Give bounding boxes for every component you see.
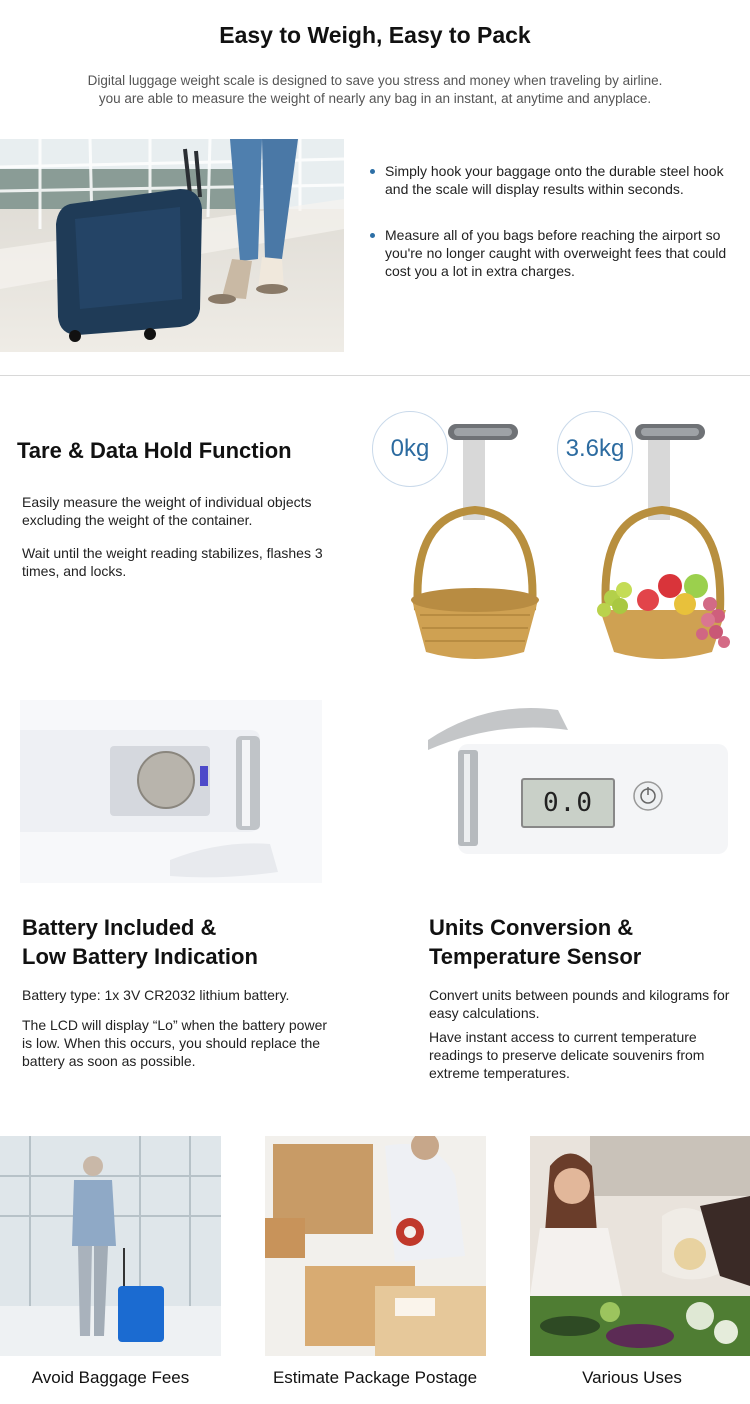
lcd-reading: 0.0	[543, 788, 593, 818]
suitcase-photo	[0, 139, 344, 352]
caption-various-uses: Various Uses	[582, 1368, 682, 1387]
list-item	[368, 162, 728, 198]
battery-title	[22, 913, 258, 971]
bullet-text: Simply hook your baggage onto the durable steel hook and the scale will display results within seconds.	[385, 163, 724, 197]
bullet-icon	[370, 233, 375, 238]
intro-line-1: Digital luggage weight scale is designed to save you stress and money when traveling by airline.	[87, 73, 663, 88]
battery-text-2: The LCD will display “Lo” when the battery power is low. When this occurs, you should replace the battery as soon as possible.	[22, 1017, 328, 1069]
units-title-line-2: Temperature Sensor	[429, 944, 642, 969]
battery-title-line-1: Battery Included &	[22, 915, 217, 940]
tare-text-2: Wait until the weight reading stabilizes, flashes 3 times, and locks.	[22, 545, 323, 579]
tare-title: Tare & Data Hold Function	[17, 438, 292, 463]
bullet-text: Measure all of you bags before reaching the airport so you're no longer caught with overweight fees that could cost you a lot in extra charges.	[385, 227, 727, 279]
section-divider	[0, 375, 750, 376]
caption-package-postage: Estimate Package Postage	[272, 1368, 478, 1387]
market-shopping-photo	[530, 1136, 750, 1356]
reading-text: 0kg	[390, 435, 430, 462]
battery-compartment-photo	[20, 700, 322, 883]
caption-baggage-fees: Avoid Baggage Fees	[31, 1368, 190, 1387]
tare-text-1: Easily measure the weight of individual objects excluding the weight of the container.	[22, 494, 312, 528]
packing-boxes-photo	[265, 1136, 486, 1356]
bullet-icon	[370, 169, 375, 174]
airport-traveler-photo	[0, 1136, 221, 1356]
page-title: Easy to Weigh, Easy to Pack	[219, 22, 531, 48]
intro-text	[40, 72, 710, 108]
reading-text: 3.6kg	[565, 435, 625, 462]
units-title-line-1: Units Conversion &	[429, 915, 634, 940]
fruit-basket-image	[590, 420, 740, 665]
units-text-1: Convert units between pounds and kilograms for easy calculations.	[429, 987, 730, 1021]
feature-list	[368, 162, 728, 308]
lcd-display	[521, 778, 615, 828]
units-title	[429, 913, 641, 971]
list-item	[368, 226, 728, 280]
empty-basket-image	[400, 420, 550, 665]
battery-text-1: Battery type: 1x 3V CR2032 lithium battery.	[22, 987, 290, 1003]
battery-title-line-2: Low Battery Indication	[22, 944, 258, 969]
intro-line-2: you are able to measure the weight of nearly any bag in an instant, at anytime and anyplace.	[98, 91, 652, 106]
units-text-2: Have instant access to current temperature readings to preserve delicate souvenirs from extreme temperatures.	[429, 1029, 705, 1081]
